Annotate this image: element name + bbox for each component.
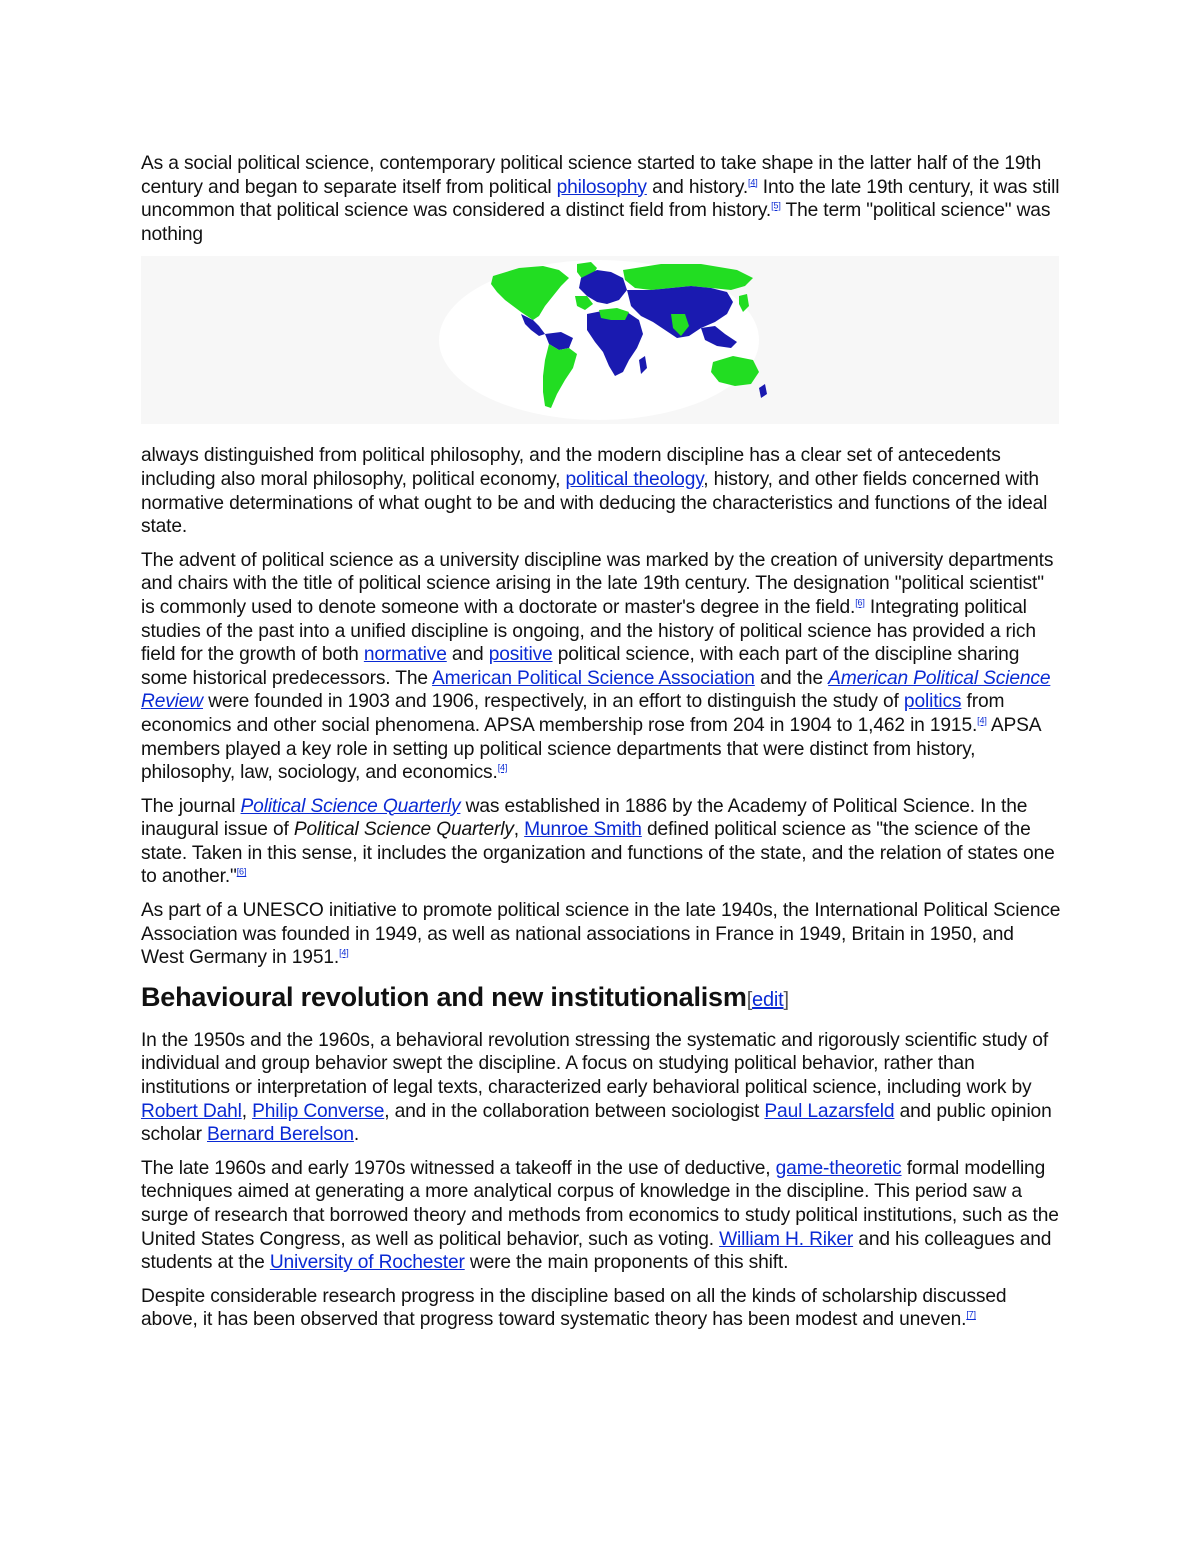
paragraph-antecedents: always distinguished from political philosophy, and the modern discipline has a clear set of antecedents including also moral philosophy, political economy, political theology, history, and other fields concerned with normative determinations of what ought to be and with deducing the characteristics and functions of the ideal state. <box>141 445 1048 538</box>
citation-ref[interactable]: [4] <box>497 762 508 773</box>
link-robert-dahl[interactable]: Robert Dahl <box>141 1100 242 1122</box>
world-map-figure <box>141 256 1059 424</box>
link-philosophy[interactable]: philosophy <box>556 176 647 198</box>
citation-ref[interactable]: [6] <box>855 597 865 608</box>
paragraph-intro: As a social political science, contemporary political science started to take shape in the latter half of the 19th century and began to separate itself from political philosophy and history.[4] Into the late 19th century, it was still uncommon that political science was considered a distinct field from history.[5] The term "political science" was nothing <box>141 153 1060 245</box>
link-university-of-rochester[interactable]: University of Rochester <box>269 1252 465 1274</box>
document-page <box>141 152 1061 1342</box>
link-positive[interactable]: positive <box>488 644 553 666</box>
world-map-image <box>141 256 1059 424</box>
section-heading: Behavioural revolution and new institutionalism[edit] <box>141 981 789 1012</box>
link-apsa[interactable]: American Political Science Association <box>432 667 755 689</box>
map-new-zealand <box>759 384 767 398</box>
paragraph-progress: Despite considerable research progress in the discipline based on all the kinds of scholarship discussed above, it has been observed that progress toward systematic theory has been modest and uneven.[7] <box>141 1285 1007 1331</box>
paragraph-unesco: As part of a UNESCO initiative to promote political science in the late 1940s, the International Political Science Association was founded in 1949, as well as national associations in France in 1949, Britain in 1950, and West Germany in 1951.[4] <box>141 900 1061 969</box>
paragraph-game-theory: The late 1960s and early 1970s witnessed a takeoff in the use of deductive, game-theoretic formal modelling techniques aimed at generating a more analytical corpus of knowledge in the discipline. This period saw a surge of research that borrowed theory and methods from economics to study political institutions, such as the United States Congress, as well as political behavior, such as voting. William H. Riker and his colleagues and students at the University of Rochester were the main proponents of this shift. <box>141 1157 1059 1274</box>
citation-ref[interactable]: [4] <box>977 715 987 726</box>
link-munroe-smith[interactable]: Munroe Smith <box>524 819 642 841</box>
link-philip-converse[interactable]: Philip Converse <box>252 1100 385 1122</box>
paragraph-university-discipline: The advent of political science as a university discipline was marked by the creation of university departments and chairs with the title of political science arising in the late 19th century. The designation "political scientist" is commonly used to denote someone with a doctorate or master's degree in the field.[6] Integrating political studies of the past into a unified discipline is ongoing, and the history of political science has provided a rich field for the growth of both normative and positive political science, with each part of the discipline sharing some historical predecessors. The American Political Science Association and the American Political Science Review were founded in 1903 and 1906, respectively, in an effort to distinguish the study of politics from economics and other social phenomena. APSA membership rose from 204 in 1904 to 1,462 in 1915.[4] APSA members played a key role in setting up political science departments that were distinct from history, philosophy, law, sociology, and economics.[4] <box>141 549 1054 784</box>
edit-section-link[interactable]: [edit] <box>746 988 789 1011</box>
map-russia <box>623 264 753 290</box>
paragraph-journal: The journal Political Science Quarterly was established in 1886 by the Academy of Political Science. In the inaugural issue of Political Science Quarterly, Munroe Smith defined political science as "the science of the state. Taken in this sense, it includes the organization and functions of the state, and the relation of states one to another."[6] <box>141 795 1055 888</box>
link-bernard-berelson[interactable]: Bernard Berelson <box>207 1124 354 1146</box>
link-paul-lazarsfeld[interactable]: Paul Lazarsfeld <box>764 1100 895 1122</box>
citation-ref[interactable]: [5] <box>771 200 781 211</box>
citation-ref[interactable]: [4] <box>339 947 349 958</box>
link-apsr[interactable]: American Political Science Review <box>141 667 1051 713</box>
edit-link[interactable]: edit <box>752 988 784 1011</box>
link-normative[interactable]: normative <box>363 644 447 666</box>
citation-ref[interactable]: [7] <box>966 1309 976 1320</box>
link-william-riker[interactable]: William H. Riker <box>719 1228 854 1250</box>
citation-ref[interactable]: [4] <box>748 177 758 188</box>
link-game-theoretic[interactable]: game-theoretic <box>775 1157 902 1179</box>
link-political-theology[interactable]: political theology <box>565 468 704 490</box>
paragraph-behavioral: In the 1950s and the 1960s, a behavioral revolution stressing the systematic and rigorously scientific study of individual and group behavior swept the discipline. A focus on studying political behavior, rather than institutions or interpretation of legal texts, characterized early behavioral political science, including work by Robert Dahl, Philip Converse, and in the collaboration between sociologist Paul Lazarsfeld and public opinion scholar Bernard Berelson. <box>141 1029 1052 1146</box>
citation-ref[interactable]: [6] <box>236 867 247 878</box>
link-politics[interactable]: politics <box>903 691 962 713</box>
link-political-science-quarterly[interactable]: Political Science Quarterly <box>240 795 461 817</box>
